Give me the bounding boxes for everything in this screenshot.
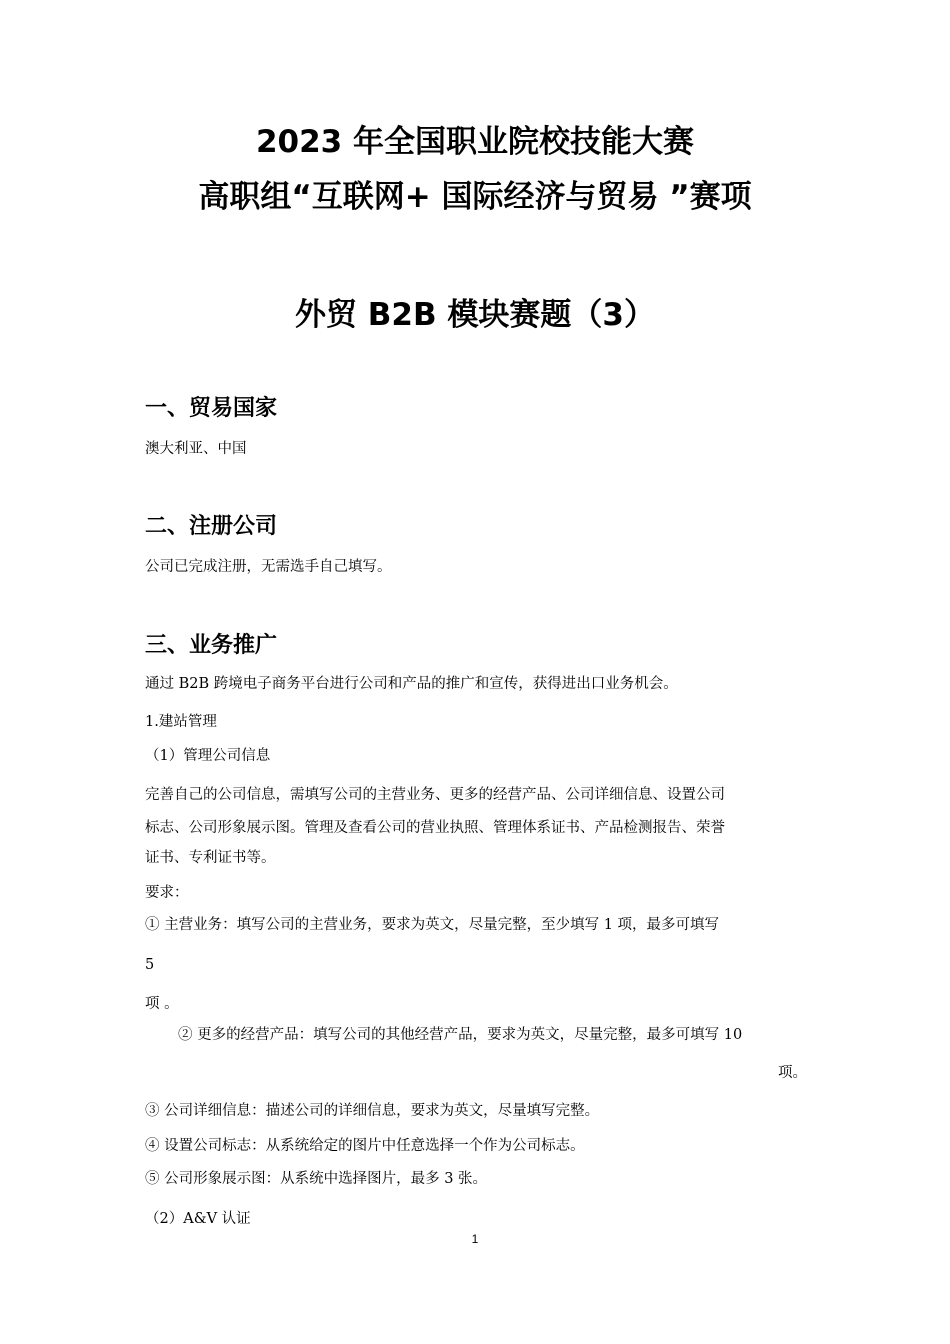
subsection-av-certification: （2）A&V 认证 (145, 1211, 251, 1227)
subsection-site-management: 1.建站管理 (145, 714, 217, 730)
title-line-2: 高职组“互联网+ 国际经济与贸易 ”赛项 (198, 179, 752, 215)
requirement-1-line-2: 5 (145, 957, 155, 973)
section-heading-trade-countries: 一、贸易国家 (145, 396, 278, 421)
requirement-1-line-3: 项 。 (145, 996, 179, 1012)
promotion-intro: 通过 B2B 跨境电子商务平台进行公司和产品的推广和宣传，获得进出口业务机会。 (145, 676, 678, 692)
title-line-1: 2023 年全国职业院校技能大赛 (255, 124, 695, 160)
subsection-manage-company-info: （1）管理公司信息 (145, 748, 271, 764)
requirements-label: 要求： (145, 885, 189, 901)
description-line-1: 完善自己的公司信息，需填写公司的主营业务、更多的经营产品、公司详细信息、设置公司 (145, 787, 725, 803)
requirement-1-line-1: ① 主营业务：填写公司的主营业务，要求为英文，尽量完整，至少填写 1 项，最多可填写 (145, 917, 720, 933)
register-company-text: 公司已完成注册，无需选手自己填写。 (145, 559, 392, 575)
description-line-2: 标志、公司形象展示图。管理及查看公司的营业执照、管理体系证书、产品检测报告、荣誉 (145, 820, 725, 836)
title-line-3: 外贸 B2B 模块赛题（3） (295, 297, 655, 333)
requirement-2-line-1: ② 更多的经营产品：填写公司的其他经营产品，要求为英文，尽量完整，最多可填写 10 (178, 1027, 743, 1043)
page-number: 1 (471, 1232, 479, 1246)
section-heading-business-promotion: 三、业务推广 (145, 633, 278, 658)
section-heading-register-company: 二、注册公司 (145, 514, 278, 539)
requirement-2-line-2: 项。 (778, 1065, 807, 1081)
requirement-5: ⑤ 公司形象展示图：从系统中选择图片，最多 3 张。 (145, 1171, 488, 1187)
requirement-3: ③ 公司详细信息：描述公司的详细信息，要求为英文，尽量填写完整。 (145, 1103, 600, 1119)
description-line-3: 证书、专利证书等。 (145, 850, 276, 866)
requirement-4: ④ 设置公司标志：从系统给定的图片中任意选择一个作为公司标志。 (145, 1138, 585, 1154)
trade-countries-text: 澳大利亚、中国 (145, 441, 247, 457)
